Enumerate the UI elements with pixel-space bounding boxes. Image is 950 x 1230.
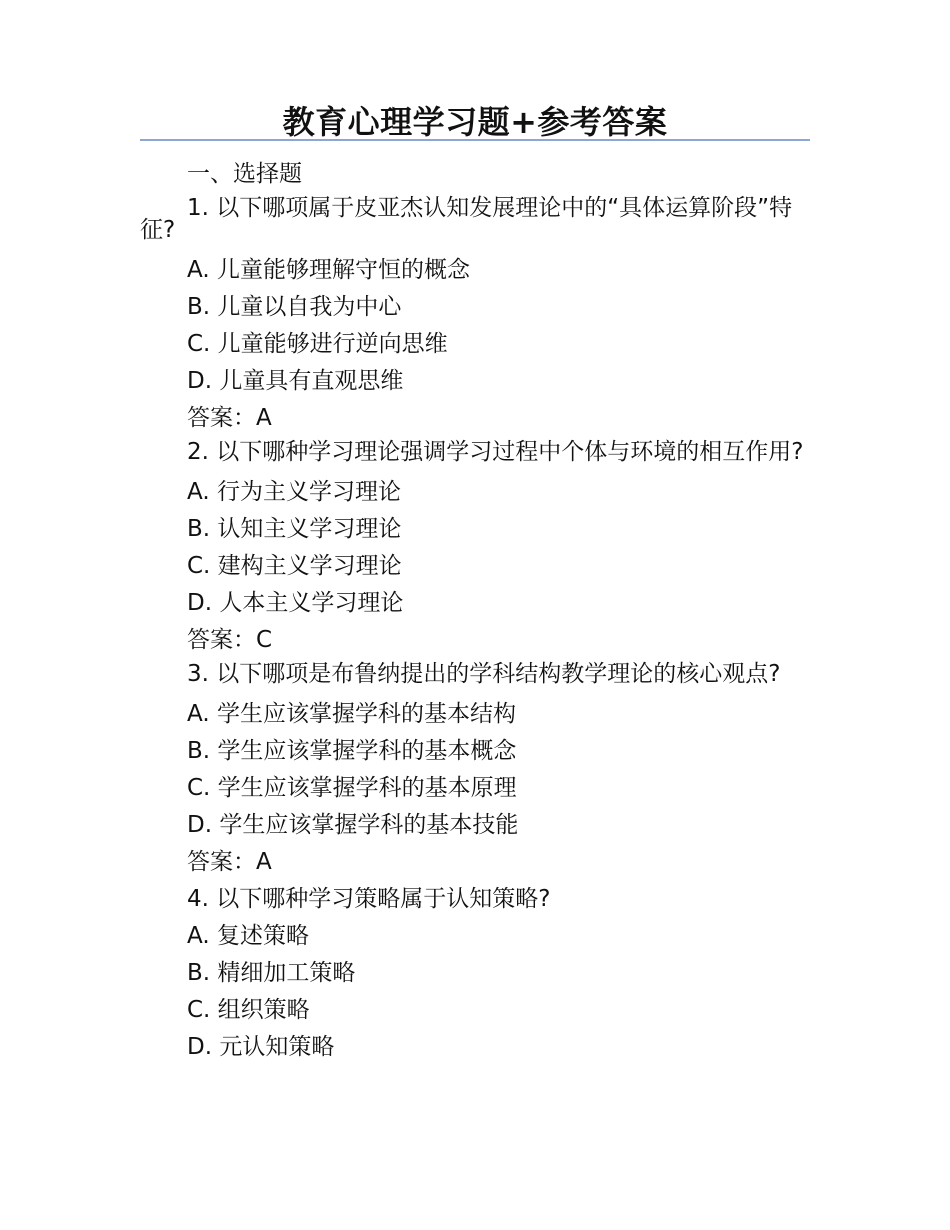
option-c: C. 组织策略: [187, 997, 310, 1023]
option-d: D. 儿童具有直观思维: [187, 368, 404, 394]
answer: 答案：A: [187, 405, 272, 431]
option-b: B. 儿童以自我为中心: [187, 294, 402, 320]
question-stem: 1. 以下哪项属于皮亚杰认知发展理论中的“具体运算阶段”特征?: [140, 195, 793, 243]
option-d: D. 学生应该掌握学科的基本技能: [187, 812, 519, 838]
option-b: B. 精细加工策略: [187, 960, 356, 986]
document-body: [140, 156, 812, 1066]
question-stem: 2. 以下哪种学习理论强调学习过程中个体与环境的相互作用?: [187, 439, 804, 465]
option-d: D. 人本主义学习理论: [187, 590, 404, 616]
option-b: B. 学生应该掌握学科的基本概念: [187, 738, 517, 764]
document-title: 教育心理学习题+参考答案: [282, 103, 668, 141]
title-underline: [140, 139, 810, 141]
option-a: A. 学生应该掌握学科的基本结构: [187, 701, 516, 727]
question-stem: 4. 以下哪种学习策略属于认知策略?: [187, 886, 551, 912]
option-a: A. 行为主义学习理论: [187, 479, 401, 505]
option-c: C. 学生应该掌握学科的基本原理: [187, 775, 517, 801]
option-d: D. 元认知策略: [187, 1034, 335, 1060]
option-a: A. 儿童能够理解守恒的概念: [187, 257, 470, 283]
section-heading: 一、选择题: [187, 161, 302, 187]
option-a: A. 复述策略: [187, 923, 309, 949]
question-stem: 3. 以下哪项是布鲁纳提出的学科结构教学理论的核心观点?: [187, 661, 781, 687]
option-c: C. 儿童能够进行逆向思维: [187, 331, 448, 357]
option-c: C. 建构主义学习理论: [187, 553, 402, 579]
option-b: B. 认知主义学习理论: [187, 516, 402, 542]
answer: 答案：A: [187, 849, 272, 875]
answer: 答案：C: [187, 627, 273, 653]
